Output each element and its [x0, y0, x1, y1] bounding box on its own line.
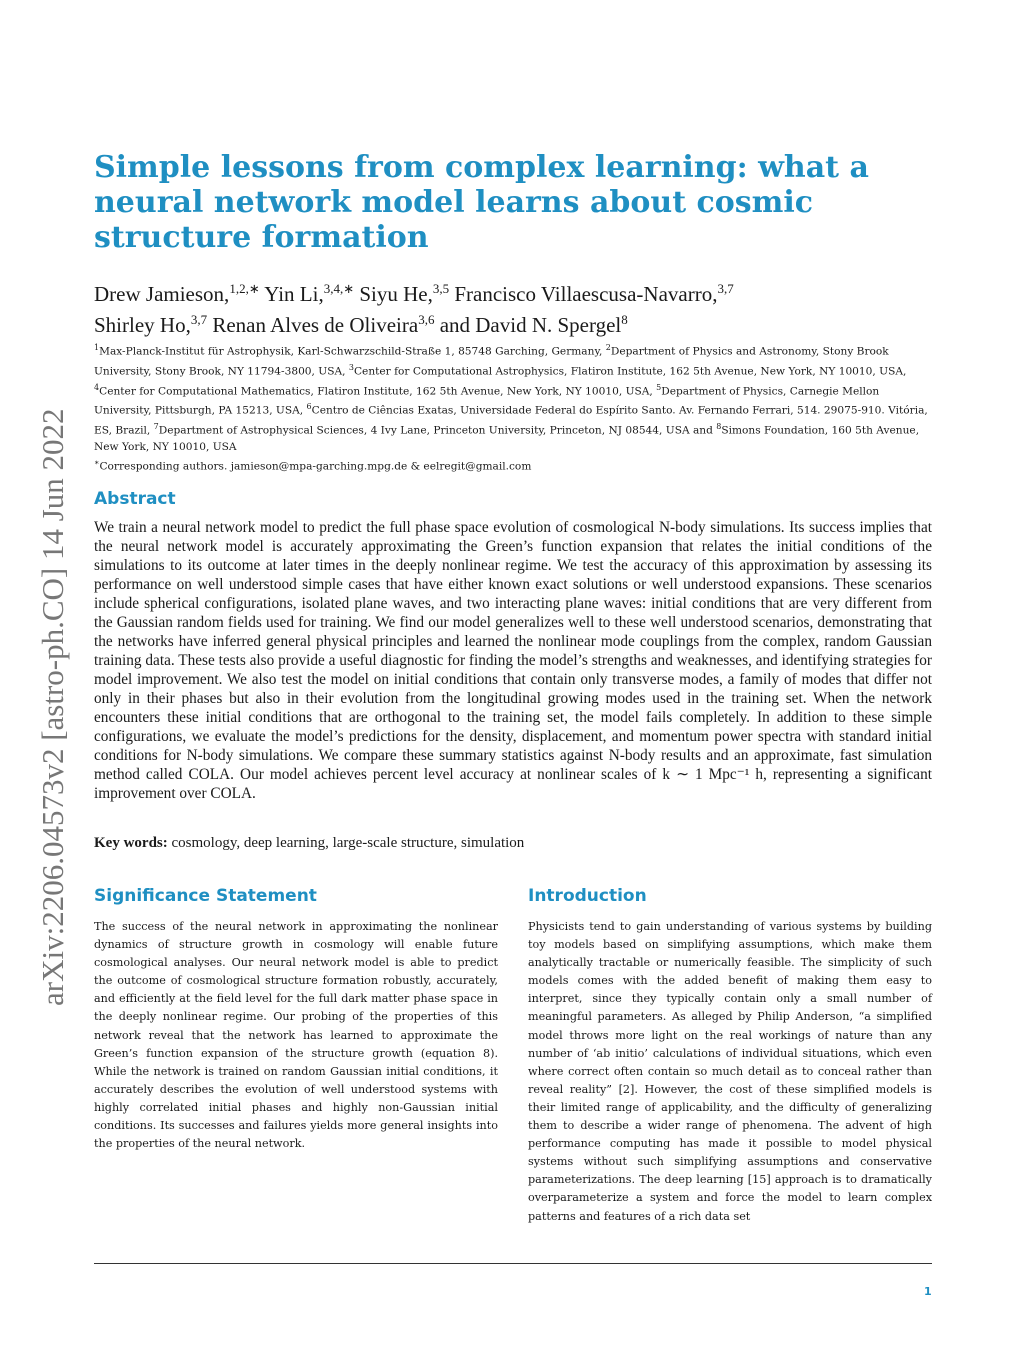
- author-affil-marker: 3,4,∗: [323, 281, 355, 296]
- author-name: Siyu He,: [354, 282, 433, 306]
- author-affil-marker: 3,5: [432, 281, 450, 296]
- affil-marker: 4: [94, 382, 100, 392]
- affil-text: Center for Computational Astrophysics, Flatiron Institute, 162 5th Avenue, New York, NY 10010, USA,: [353, 365, 907, 378]
- affil-marker: 3: [348, 362, 354, 372]
- author-name: Shirley Ho,: [94, 313, 191, 337]
- page-number: 1: [924, 1285, 932, 1298]
- affil-marker: 6: [306, 402, 312, 412]
- affil-text: Department of Physics, Carnegie Mellon University, Pittsburgh, PA 15213, USA,: [94, 385, 880, 418]
- author-affil-marker: 3,6: [418, 312, 435, 327]
- affil-marker: 5: [656, 382, 662, 392]
- author-name: Yin Li,: [259, 282, 324, 306]
- affil-text: Simons Foundation, 160 5th Avenue, New York, NY 10010, USA: [94, 424, 920, 454]
- author-affil-marker: 1,2,∗: [229, 281, 260, 296]
- author-name: Renan Alves de Oliveira: [207, 313, 419, 337]
- abstract-heading: Abstract: [94, 489, 176, 509]
- author-name: and David N. Spergel: [434, 313, 622, 337]
- footer-rule: [94, 1263, 932, 1264]
- affil-text: Centro de Ciências Exatas, Universidade Federal do Espírito Santo. Av. Fernando Ferrari, 514. 29075-910. Vitória, ES, Brazil,: [94, 405, 928, 437]
- author-affil-marker: 3,7: [190, 312, 208, 327]
- abstract-body: We train a neural network model to predict the full phase space evolution of cosmological N-body simulations. Its success implies that the neural network model is accurately approximating the Green’s function expansion that relates the initial conditions of the simulations to its outcome at later times in the deeply nonlinear regime. We test the accuracy of this approximation by assessing its performance on well understood simple cases that have either known exact solutions or well understood expansions. These scenarios include spherical configurations, isolated plane waves, and two interacting plane waves: initial conditions that are very different from the Gaussian random fields used for training. We find our model generalizes well to these well understood scenarios, demonstrating that the networks have inferred general physical principles and learned the nonlinear mode couplings from the complex, random Gaussian training data. These tests also provide a useful diagnostic for finding the model’s strengths and weaknesses, and identifying strategies for model improvement. We also test the model on initial conditions that contain only transverse modes, a family of modes that differ not only in their phases but also in their evolution from the longitudinal growing modes used in the training set. When the network encounters these initial conditions that are orthogonal to the training set, the model fails completely. In addition to these simple configurations, we evaluate the model’s predictions for the density, displacement, and momentum power spectra with standard initial conditions for N-body simulations. We compare these summary statistics against N-body results and an approximate, fast simulation method called COLA. Our model achieves percent level accuracy at nonlinear scales of k ∼ 1 Mpc⁻¹ h, representing a significant improvement over COLA.: [94, 519, 932, 802]
- affiliations: [94, 340, 934, 475]
- keywords-text: cosmology, deep learning, large-scale structure, simulation: [167, 835, 525, 851]
- introduction-heading: Introduction: [528, 886, 647, 906]
- paper-title: Simple lessons from complex learning: what a neural network model learns about cosmic structure formation: [94, 150, 869, 255]
- affil-marker: 2: [605, 343, 611, 352]
- introduction-body: Physicists tend to gain understanding of various systems by building toy models based on simplifying assumptions, which make them analytically tractable or numerically feasible. The simplicity of such models comes with the added benefit of making them easy to interpret, since they typically contain only a small number of meaningful parameters. As alleged by Philip Anderson, “a simplified model throws more light on the real workings of nature than any number of ‘ab initio’ calculations of individual situations, which even where correct often contain so much detail as to conceal rather than reveal reality” [2]. However, the cost of these simplified models is their limited range of applicability, and the difficulty of generalizing them to describe a wider range of phenomena. The advent of high performance computing has made it possible to model physical systems without such simplifying assumptions and conservative parameterizations. The deep learning [15] approach is to dramatically overparameterize a system and force the model to learn complex patterns and features of a rich data set: [528, 920, 932, 1223]
- author-name: Francisco Villaescusa-Navarro,: [449, 282, 718, 306]
- significance-heading: Significance Statement: [94, 886, 317, 906]
- affil-text: Department of Physics and Astronomy, Stony Brook University, Stony Brook, NY 11794-3800, USA,: [94, 345, 889, 378]
- keywords: [94, 835, 932, 852]
- keywords-label: Key words:: [94, 835, 168, 851]
- affil-marker: 8: [716, 422, 722, 432]
- author-name: Drew Jamieson,: [94, 282, 230, 306]
- significance-body: The success of the neural network in approximating the nonlinear dynamics of structure growth in cosmology will enable future cosmological analyses. Our neural network model is able to predict the outcome of cosmological structure formation robustly, accurately, and efficiently at the field level for the full dark matter phase space in the deeply nonlinear regime. Our probing of the properties of this network reveal that the network has learned to approximate the Green’s function expansion of the structure growth (equation 8). While the network is trained on random Gaussian initial conditions, it accurately describes the evolution of well understood systems with highly correlated initial phases and highly non-Gaussian initial conditions. Its successes and failures yields more general insights into the properties of the neural network.: [94, 920, 498, 1151]
- author-affil-marker: 8: [621, 312, 628, 327]
- affil-text: Department of Astrophysical Sciences, 4 Ivy Lane, Princeton University, Princeton, NJ 08544, USA and: [158, 424, 717, 437]
- arxiv-identifier: arXiv:2206.04573v2 [astro-ph.CO] 14 Jun 2022: [35, 408, 70, 1006]
- affil-marker: 1: [94, 343, 100, 352]
- affil-text: Center for Computational Mathematics, Flatiron Institute, 162 5th Avenue, New York, NY 10010, USA,: [99, 385, 657, 398]
- author-affil-marker: 3,7: [717, 281, 734, 296]
- author-list: [94, 276, 934, 338]
- affil-marker: 7: [153, 422, 159, 432]
- corresponding-authors: Corresponding authors. jamieson@mpa-garching.mpg.de & eelregit@gmail.com: [99, 460, 532, 473]
- affil-text: Max-Planck-Institut für Astrophysik, Karl-Schwarzschild-Straße 1, 85748 Garching, Germany,: [99, 345, 606, 358]
- corresponding-marker: ∗: [94, 458, 100, 468]
